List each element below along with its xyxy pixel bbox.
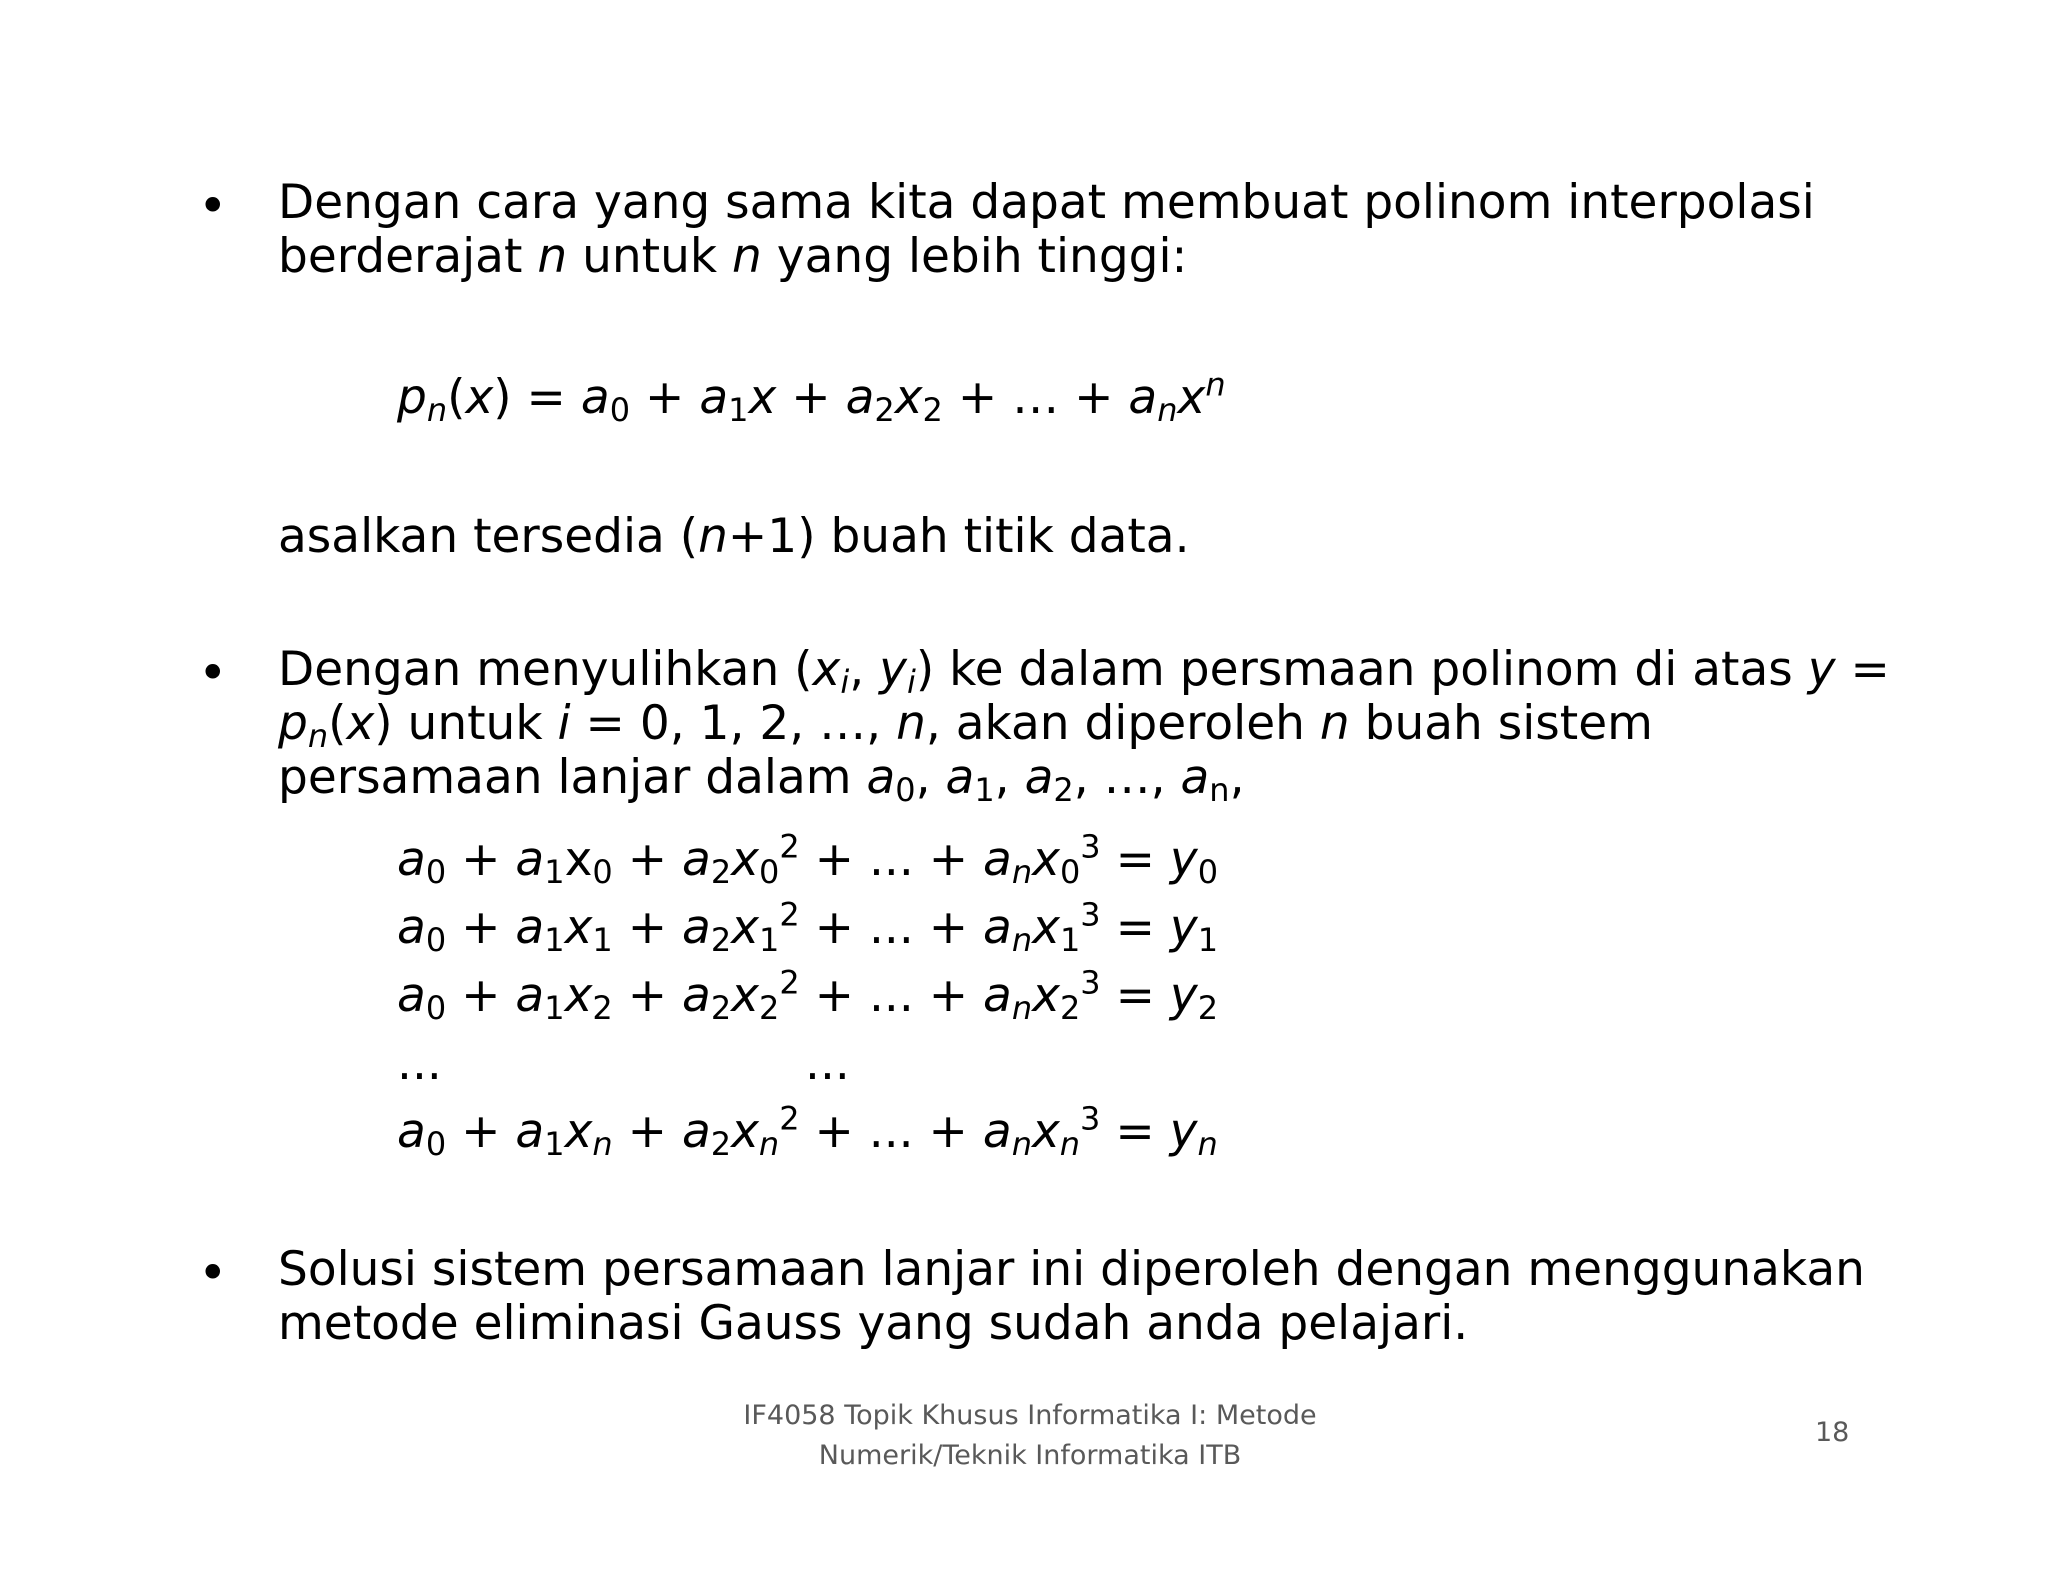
bullet-3-line-1: Solusi sistem persamaan lanjar ini diperoleh dengan menggunakan [278, 1242, 1865, 1297]
bullet-1-line-2: berderajat n untuk n yang lebih tinggi: [278, 229, 1188, 284]
bullet-2-line-2: $p_n(x)$ untuk i = 0, 1, 2, …, n, akan diperoleh n buah sistem [278, 696, 1653, 755]
bullet-2-line-1: Dengan menyulihkan ($x_i$, $y_i$) ke dalam persmaan polinom di atas y = [278, 642, 1890, 701]
bullet-2-text [278, 642, 1890, 809]
footer-line-2: Numerik/Teknik Informatika ITB [818, 1440, 1242, 1471]
bullet-1-line-1: Dengan cara yang sama kita dapat membuat polinom interpolasi [278, 175, 1815, 230]
equation-row-n: $a_0 + a_1x_n + a_2x_n^2$ + ... + $a_nx_n^3 = y_n$ [397, 1099, 1218, 1163]
page-number: 18 [1815, 1417, 1850, 1448]
equation-row-2: $a_0 + a_1x_2 + a_2x_2^2$ + ... + $a_nx_2^3 = y_2$ [397, 963, 1219, 1027]
bullet-3-line-2: metode eliminasi Gauss yang sudah anda pelajari. [278, 1296, 1469, 1351]
equation-row-0: $a_0 + a_1x_0 + a_2x_0^2$ + ... + $a_nx_0^3 = y_0$ [397, 827, 1219, 891]
ellipsis-right: ... [805, 1036, 850, 1091]
bullet-2-line-3: persamaan lanjar dalam $a_0$, $a_1$, $a_2$, …, $a_n$, [278, 750, 1245, 809]
footer-line-1: IF4058 Topik Khusus Informatika I: Metode [743, 1400, 1317, 1431]
polynomial-formula: $p_n(x) = a_0 + a_1x + a_2x_2$ + … + $a_nx^n$ [397, 365, 1226, 429]
bullet-1-text [278, 176, 1815, 284]
ellipsis-left: ... [397, 1036, 442, 1091]
slide-footer [660, 1396, 1400, 1476]
equation-system [397, 827, 1219, 1173]
bullet-3-text [278, 1243, 1865, 1351]
bullet-1-continuation: asalkan tersedia (n+1) buah titik data. [278, 509, 1190, 564]
equation-row-1: $a_0 + a_1x_1 + a_2x_1^2$ + ... + $a_nx_1^3 = y_1$ [397, 895, 1219, 959]
equation-ellipsis-row [397, 1037, 1218, 1105]
bullet-marker-1: • [198, 177, 228, 235]
bullet-marker-3: • [198, 1244, 228, 1302]
bullet-marker-2: • [198, 644, 228, 702]
